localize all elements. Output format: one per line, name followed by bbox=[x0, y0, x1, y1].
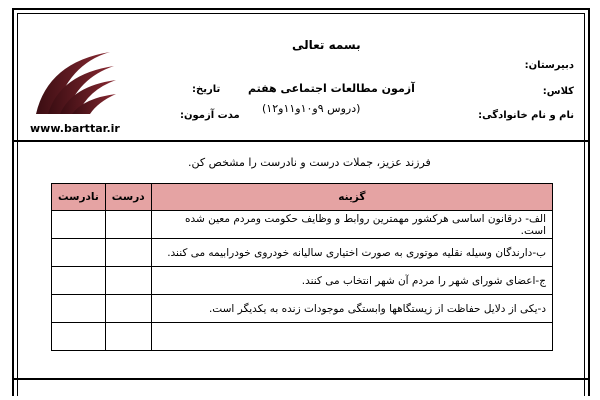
bismillah: بسمه تعالی bbox=[292, 38, 361, 52]
false-answer-cell[interactable] bbox=[52, 211, 106, 239]
column-header-true: درست bbox=[105, 184, 151, 211]
true-answer-cell[interactable] bbox=[105, 267, 151, 295]
statement-text: د-یکی از دلایل حفاظت از زیستگاهها وابستگی موجودات زنده به یکدیگر است. bbox=[151, 295, 552, 323]
exam-lessons: (دروس ۹و۱۰و۱۱و۱۲) bbox=[262, 102, 361, 115]
exam-duration-label: مدت آزمون: bbox=[180, 110, 240, 121]
false-answer-cell[interactable] bbox=[52, 295, 106, 323]
false-answer-cell[interactable] bbox=[52, 267, 106, 295]
true-answer-cell[interactable] bbox=[105, 239, 151, 267]
true-answer-cell[interactable] bbox=[105, 323, 151, 351]
section-divider bbox=[12, 378, 590, 380]
website-url: www.barttar.ir bbox=[30, 122, 120, 135]
table-row bbox=[52, 295, 553, 323]
true-answer-cell[interactable] bbox=[105, 295, 151, 323]
table-row bbox=[52, 323, 553, 351]
header-divider bbox=[12, 140, 590, 142]
true-false-table bbox=[51, 183, 553, 351]
class-label: کلاس: bbox=[542, 86, 574, 97]
table-row bbox=[52, 239, 553, 267]
student-name-label: نام و نام خانوادگی: bbox=[478, 110, 574, 121]
barttar-logo bbox=[28, 42, 118, 122]
true-answer-cell[interactable] bbox=[105, 211, 151, 239]
false-answer-cell[interactable] bbox=[52, 323, 106, 351]
statement-text bbox=[151, 323, 552, 351]
table-row bbox=[52, 211, 553, 239]
school-label: دبیرستان: bbox=[524, 60, 574, 71]
table-header-row bbox=[52, 184, 553, 211]
date-label: تاریخ: bbox=[192, 84, 221, 95]
exam-title: آزمون مطالعات اجتماعی هفتم bbox=[248, 82, 415, 95]
column-header-option: گزینه bbox=[151, 184, 552, 211]
table-row bbox=[52, 267, 553, 295]
column-header-false: نادرست bbox=[52, 184, 106, 211]
statement-text: الف- درقانون اساسی هرکشور مهمترین روابط و وظایف حکومت ومردم معین شده است. bbox=[151, 211, 552, 239]
section-instruction: فرزند عزیز، جملات درست و نادرست را مشخص کن. bbox=[188, 156, 431, 169]
statement-text: ج-اعضای شورای شهر را مردم آن شهر انتخاب می کنند. bbox=[151, 267, 552, 295]
false-answer-cell[interactable] bbox=[52, 239, 106, 267]
statement-text: ب-دارندگان وسیله نقلیه موتوری به صورت اختیاری سالیانه خودروی خودرابیمه می کنند. bbox=[151, 239, 552, 267]
